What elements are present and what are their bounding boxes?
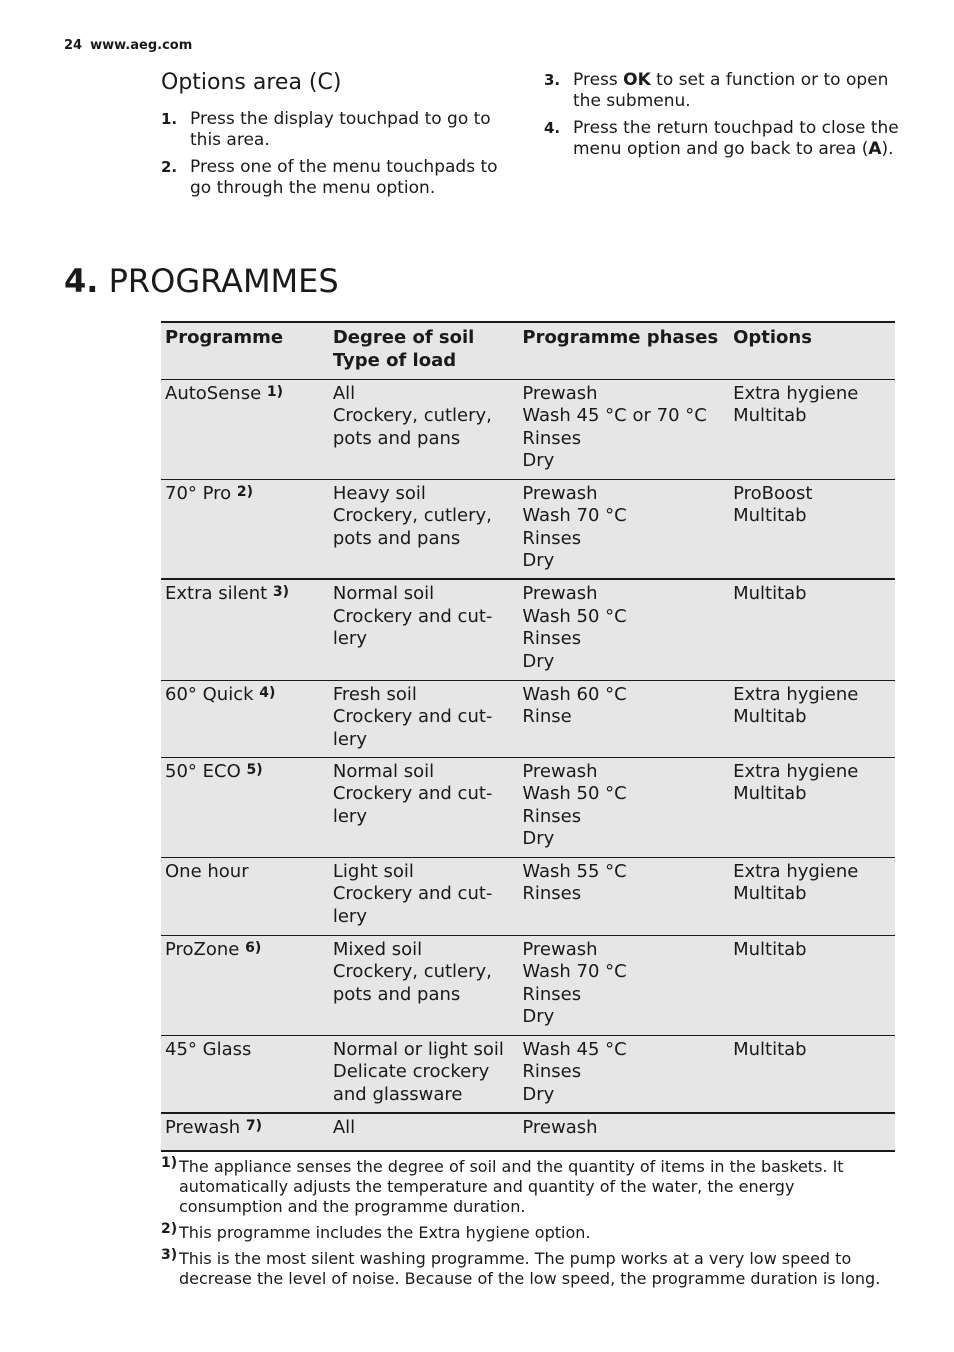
footnote-mark: 3) bbox=[161, 1247, 178, 1263]
phases-cell-line: Rinses bbox=[522, 427, 582, 449]
phases-cell bbox=[518, 935, 729, 1035]
programme-name: ProZone bbox=[165, 938, 240, 960]
options-area-right-column bbox=[544, 70, 904, 166]
soil-cell bbox=[329, 1035, 519, 1113]
programme-name: Extra silent bbox=[165, 583, 268, 604]
area-label: A bbox=[868, 139, 882, 159]
footnote-reference: 5) bbox=[246, 761, 263, 778]
step-text-part: Press bbox=[573, 70, 624, 90]
phases-cell-line: Wash 55 °C bbox=[522, 860, 627, 882]
soil-cell-line: Crockery and cut- bbox=[332, 605, 493, 627]
programme-name: One hour bbox=[165, 860, 249, 882]
programme-name: AutoSense bbox=[165, 382, 262, 404]
website-url: www.aeg.com bbox=[90, 38, 193, 53]
phases-cell bbox=[518, 757, 729, 857]
phases-cell-line: Prewash bbox=[522, 482, 598, 504]
programme-cell bbox=[161, 757, 329, 857]
programme-cell bbox=[161, 935, 329, 1035]
soil-cell-line: Delicate crockery bbox=[332, 1061, 490, 1082]
phases-cell-line: Prewash bbox=[522, 583, 598, 604]
step-text-part: ). bbox=[881, 139, 894, 159]
options-cell-line: Multitab bbox=[733, 1038, 807, 1060]
options-cell-line: Multitab bbox=[733, 583, 807, 604]
phases-cell-line: Rinses bbox=[522, 1061, 582, 1082]
step-text-part: Press the return touchpad to close the menu option and go back to area ( bbox=[573, 118, 899, 159]
footnote-text: This is the most silent washing programme. The pump works at a very low speed to decrease the level of noise. Because of the low speed, the programme duration is long. bbox=[179, 1249, 881, 1288]
phases-cell-line: Dry bbox=[522, 828, 555, 849]
footnote-reference: 7) bbox=[245, 1118, 263, 1134]
options-cell-line: Extra hygiene bbox=[733, 760, 859, 782]
page-header bbox=[64, 38, 192, 53]
options-cell-line: Extra hygiene bbox=[733, 382, 859, 404]
phases-cell bbox=[518, 379, 729, 479]
step-text bbox=[573, 70, 888, 111]
footnote-mark: 1) bbox=[161, 1155, 178, 1171]
soil-cell-line: Normal soil bbox=[332, 760, 435, 782]
options-steps-list-right bbox=[544, 70, 904, 160]
phases-cell-line: Dry bbox=[522, 550, 555, 571]
phases-cell-line: Wash 50 °C bbox=[522, 605, 627, 627]
table-row bbox=[161, 479, 895, 579]
phases-cell-line: Dry bbox=[522, 450, 555, 471]
soil-cell-line: All bbox=[332, 1117, 356, 1138]
phases-cell bbox=[518, 1113, 729, 1151]
footnote-text: This programme includes the Extra hygiene option. bbox=[179, 1223, 591, 1242]
phases-cell-line: Wash 45 °C bbox=[522, 1038, 627, 1060]
table-row bbox=[161, 379, 895, 479]
phases-cell-line: Wash 60 °C bbox=[522, 683, 627, 705]
soil-cell-line: pots and pans bbox=[332, 527, 461, 549]
soil-cell-line: lery bbox=[332, 628, 367, 649]
table-row bbox=[161, 1113, 895, 1151]
soil-cell-line: lery bbox=[332, 805, 367, 827]
soil-cell-line: Crockery, cutlery, bbox=[332, 961, 492, 982]
table-row bbox=[161, 857, 895, 935]
phases-cell-line: Dry bbox=[522, 650, 555, 672]
phases-cell-line: Wash 70 °C bbox=[522, 961, 627, 982]
options-cell bbox=[729, 379, 895, 479]
programme-name: 70° Pro bbox=[165, 482, 232, 504]
options-steps-list-left bbox=[161, 109, 511, 199]
table-row bbox=[161, 935, 895, 1035]
soil-cell bbox=[329, 757, 519, 857]
phases-cell-line: Rinses bbox=[522, 883, 582, 904]
soil-cell bbox=[329, 857, 519, 935]
footnotes bbox=[161, 1157, 901, 1295]
phases-cell bbox=[518, 479, 729, 579]
options-cell-line: Multitab bbox=[733, 883, 807, 904]
footnote bbox=[161, 1223, 901, 1243]
step-text: Press the display touchpad to go to this area. bbox=[190, 109, 491, 150]
options-cell bbox=[729, 479, 895, 579]
phases-cell-line: Prewash bbox=[522, 1117, 598, 1138]
options-cell-line: Multitab bbox=[733, 706, 807, 727]
options-cell bbox=[729, 857, 895, 935]
footnote-mark: 2) bbox=[161, 1221, 178, 1237]
soil-cell-line: Crockery and cut- bbox=[332, 883, 493, 904]
options-cell bbox=[729, 1035, 895, 1113]
header-options: Options bbox=[733, 327, 812, 348]
table-row bbox=[161, 1035, 895, 1113]
page-number: 24 bbox=[64, 38, 83, 53]
soil-cell-line: Mixed soil bbox=[332, 938, 423, 960]
soil-cell-line: Crockery and cut- bbox=[332, 783, 493, 804]
soil-cell-line: All bbox=[332, 382, 356, 404]
phases-cell bbox=[518, 1035, 729, 1113]
phases-cell-line: Prewash bbox=[522, 938, 598, 960]
step-item bbox=[161, 157, 511, 199]
options-cell-line: Multitab bbox=[733, 505, 807, 526]
soil-cell-line: lery bbox=[332, 728, 367, 750]
phases-cell-line: Rinses bbox=[522, 527, 582, 549]
phases-cell-line: Rinse bbox=[522, 706, 572, 727]
options-cell-line: Multitab bbox=[733, 783, 807, 804]
options-cell-line: Multitab bbox=[733, 405, 807, 426]
table-row bbox=[161, 757, 895, 857]
programme-name: 50° ECO bbox=[165, 760, 241, 782]
table-header-row bbox=[161, 322, 895, 379]
programme-cell bbox=[161, 857, 329, 935]
step-text: Press one of the menu touchpads to go through the menu option. bbox=[190, 157, 498, 198]
footnote bbox=[161, 1249, 901, 1289]
footnote-reference: 3) bbox=[272, 584, 290, 600]
phases-cell bbox=[518, 857, 729, 935]
options-cell-line: Extra hygiene bbox=[733, 683, 859, 705]
options-cell bbox=[729, 757, 895, 857]
table-row bbox=[161, 680, 895, 757]
options-cell bbox=[729, 579, 895, 680]
phases-cell-line: Prewash bbox=[522, 382, 598, 404]
soil-cell-line: pots and pans bbox=[332, 427, 461, 449]
phases-cell-line: Dry bbox=[522, 1006, 555, 1027]
programme-name: 60° Quick bbox=[165, 683, 254, 705]
soil-cell-line: Light soil bbox=[332, 860, 414, 882]
programme-cell bbox=[161, 479, 329, 579]
table-row bbox=[161, 579, 895, 680]
phases-cell-line: Wash 70 °C bbox=[522, 505, 627, 526]
programme-name: 45° Glass bbox=[165, 1038, 252, 1060]
header-soil bbox=[329, 322, 519, 379]
soil-cell bbox=[329, 1113, 519, 1151]
header-phases: Programme phases bbox=[522, 327, 719, 348]
soil-cell bbox=[329, 379, 519, 479]
header-soil-line: Degree of soil bbox=[332, 327, 475, 348]
soil-cell-line: and glassware bbox=[332, 1083, 463, 1105]
soil-cell-line: Fresh soil bbox=[332, 683, 417, 705]
programme-name: Prewash bbox=[165, 1117, 241, 1138]
step-item bbox=[544, 70, 904, 112]
section-title bbox=[64, 262, 339, 300]
phases-cell-line: Rinses bbox=[522, 628, 582, 649]
options-cell-line: ProBoost bbox=[733, 482, 813, 504]
phases-cell-line: Rinses bbox=[522, 983, 582, 1005]
options-area-title: Options area (C) bbox=[161, 70, 342, 95]
soil-cell-line: Heavy soil bbox=[332, 482, 426, 504]
section-heading: PROGRAMMES bbox=[108, 262, 339, 300]
phases-cell-line: Wash 45 °C or 70 °C bbox=[522, 405, 707, 426]
soil-cell-line: Crockery and cut- bbox=[332, 706, 493, 727]
footnote-reference: 4) bbox=[259, 684, 276, 701]
footnote-reference: 2) bbox=[236, 483, 254, 500]
options-cell bbox=[729, 1113, 895, 1151]
step-number: 2. bbox=[161, 158, 178, 176]
footnote-text: The appliance senses the degree of soil and the quantity of items in the baskets. It automatically adjusts the temperature and quantity of the water, the energy consumption and the programme duration. bbox=[179, 1157, 844, 1216]
soil-cell bbox=[329, 935, 519, 1035]
step-number: 3. bbox=[544, 71, 561, 89]
programme-cell bbox=[161, 1113, 329, 1151]
programmes-table bbox=[161, 321, 895, 1152]
phases-cell-line: Rinses bbox=[522, 805, 582, 827]
phases-cell-line: Dry bbox=[522, 1083, 555, 1105]
options-cell-line: Extra hygiene bbox=[733, 860, 859, 882]
soil-cell bbox=[329, 479, 519, 579]
phases-cell bbox=[518, 680, 729, 757]
step-number: 1. bbox=[161, 110, 178, 128]
phases-cell-line: Wash 50 °C bbox=[522, 783, 627, 804]
header-programme: Programme bbox=[165, 327, 284, 348]
options-cell-line: Multitab bbox=[733, 938, 807, 960]
soil-cell-line: Normal or light soil bbox=[332, 1038, 504, 1060]
phases-cell-line: Prewash bbox=[522, 760, 598, 782]
programme-cell bbox=[161, 379, 329, 479]
soil-cell-line: lery bbox=[332, 905, 367, 927]
footnote bbox=[161, 1157, 901, 1217]
header-soil-line: Type of load bbox=[332, 349, 457, 371]
step-text-part: to set a function or to open the submenu. bbox=[573, 70, 889, 111]
soil-cell bbox=[329, 680, 519, 757]
options-cell bbox=[729, 680, 895, 757]
soil-cell bbox=[329, 579, 519, 680]
programme-cell bbox=[161, 579, 329, 680]
soil-cell-line: pots and pans bbox=[332, 983, 461, 1005]
programme-cell bbox=[161, 1035, 329, 1113]
section-number: 4. bbox=[64, 262, 99, 300]
soil-cell-line: Normal soil bbox=[332, 583, 435, 604]
programmes-table-wrapper bbox=[161, 321, 895, 1152]
options-cell bbox=[729, 935, 895, 1035]
soil-cell-line: Crockery, cutlery, bbox=[332, 405, 492, 426]
options-area-left-column bbox=[161, 70, 511, 205]
footnote-reference: 6) bbox=[245, 939, 262, 956]
step-item bbox=[161, 109, 511, 151]
step-item bbox=[544, 118, 904, 160]
ok-key-label: OK bbox=[623, 70, 651, 90]
footnote-reference: 1) bbox=[266, 383, 284, 400]
programme-cell bbox=[161, 680, 329, 757]
step-number: 4. bbox=[544, 119, 561, 137]
phases-cell bbox=[518, 579, 729, 680]
soil-cell-line: Crockery, cutlery, bbox=[332, 505, 492, 526]
step-text bbox=[573, 118, 899, 159]
